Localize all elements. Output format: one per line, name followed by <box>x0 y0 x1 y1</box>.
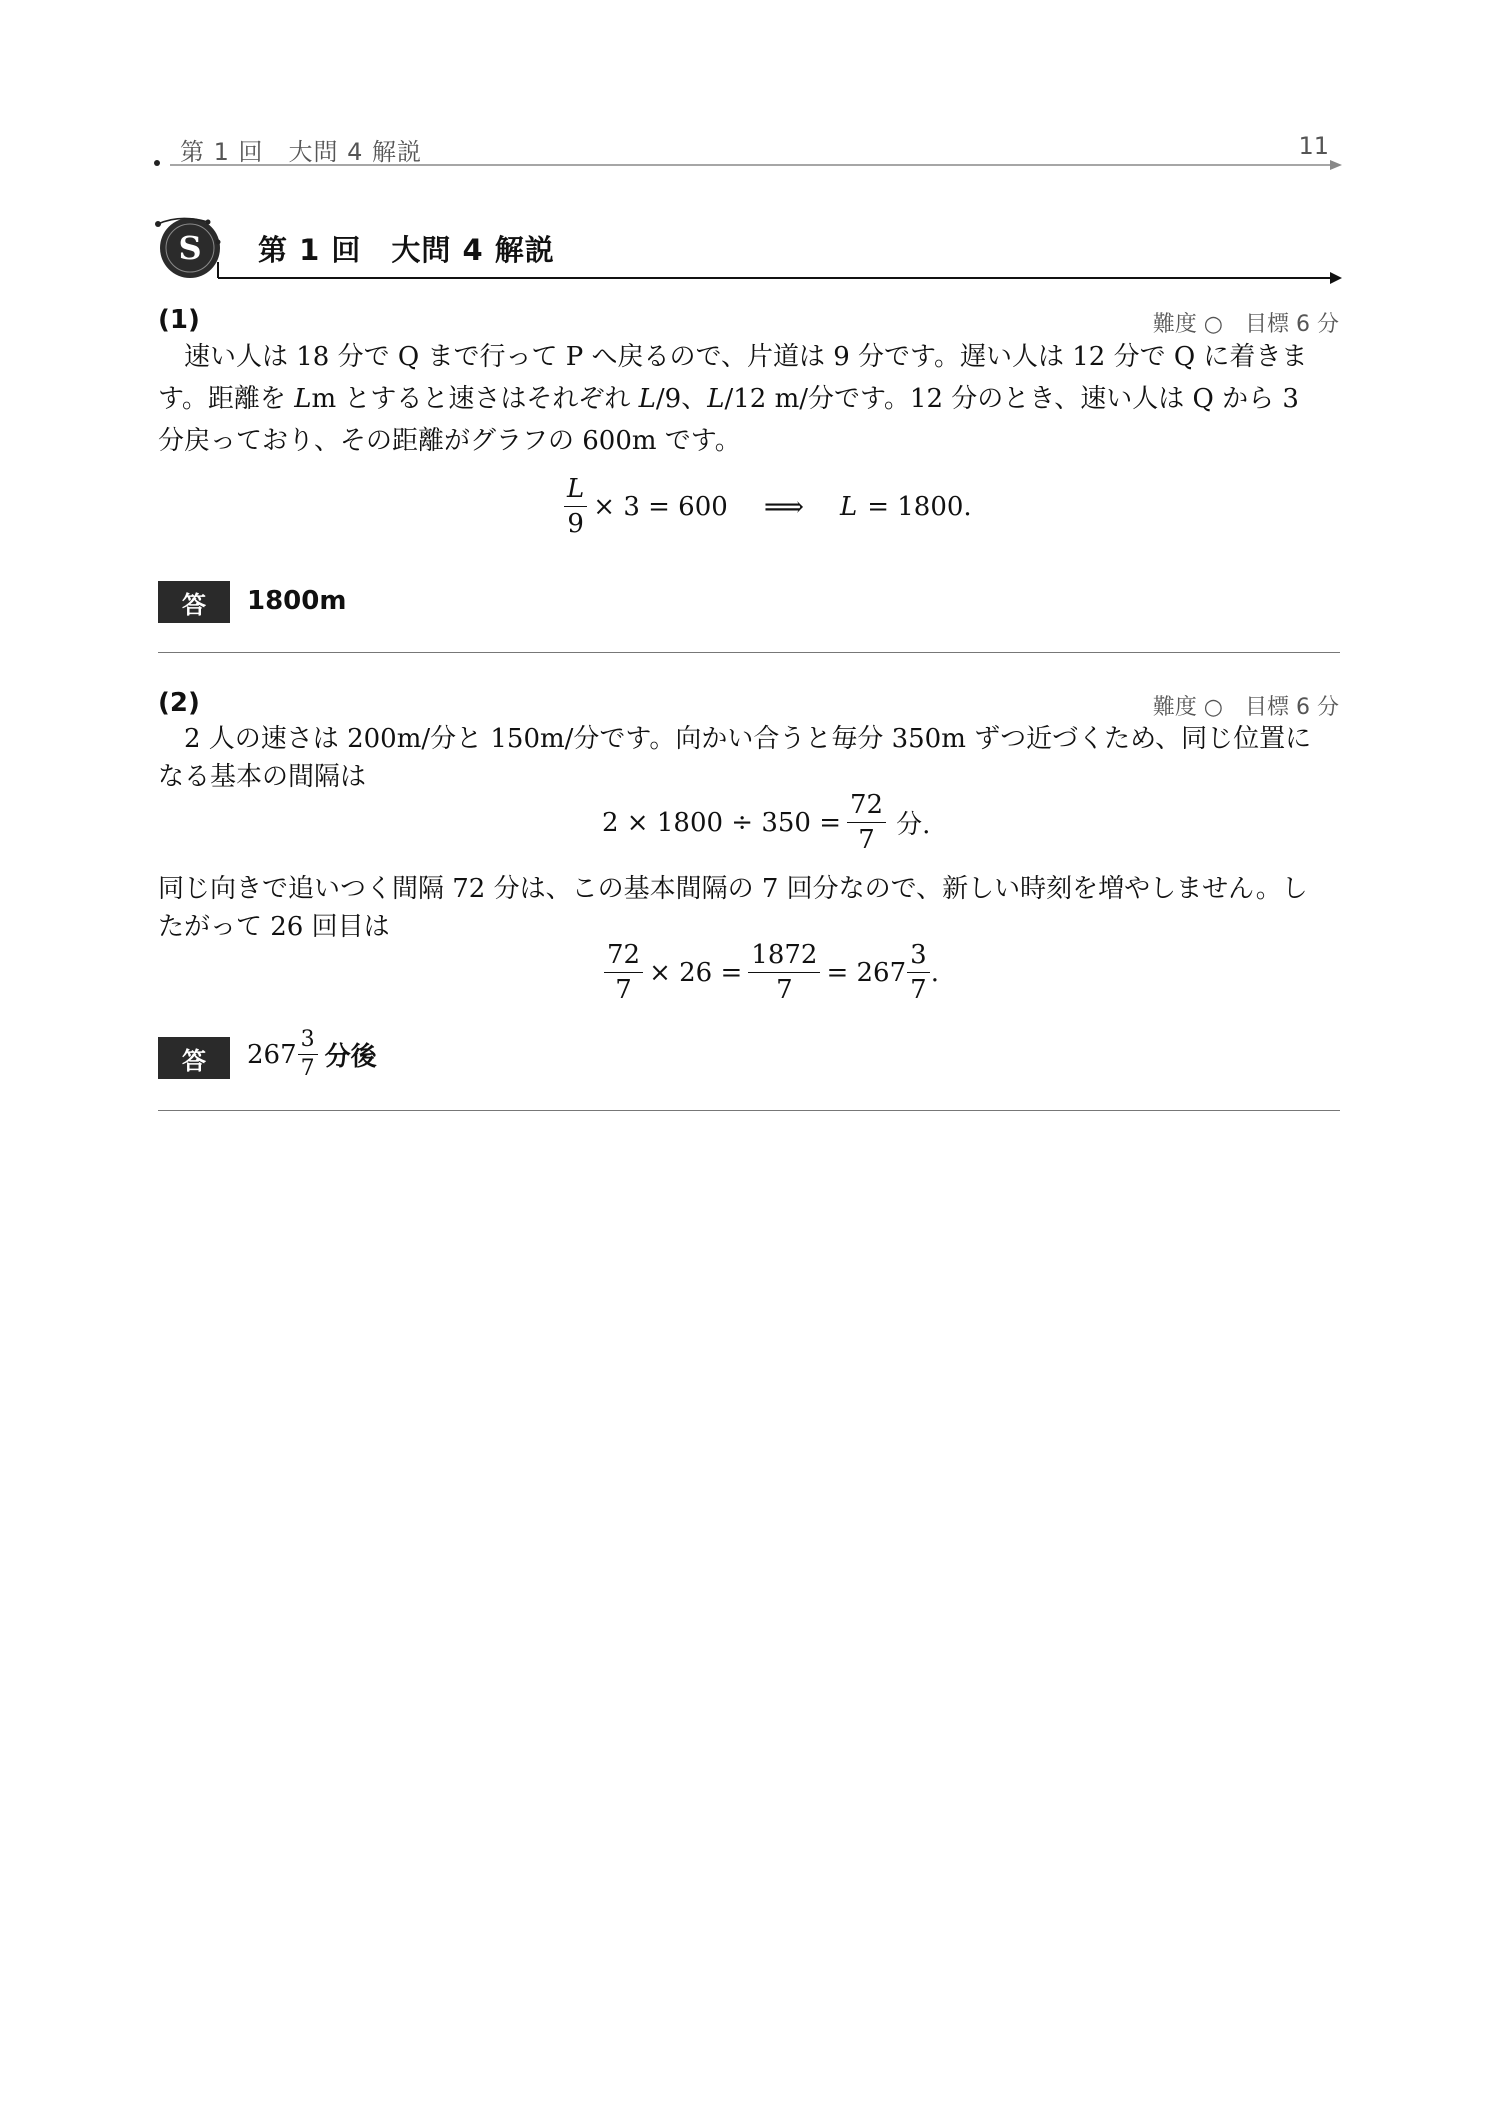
running-header-rule <box>170 158 1345 172</box>
question-2-intro <box>158 720 1338 796</box>
answer-2-value: 267 $\frac{3}{7}$ 分後 <box>247 1027 377 1081</box>
answer-1-label: 答 <box>158 581 230 623</box>
question-1-meta: 難度 ○ 目標 6 分 <box>1152 312 1339 337</box>
fraction-1872-over-7: $\frac{1872}{7}$ <box>748 940 820 1005</box>
question-1-label: (1) <box>158 305 200 335</box>
divider-2 <box>158 1110 1340 1111</box>
q1-line-1: 速い人は 18 分で Q まで行って P へ戻るので、片道は 9 分です。遅い人は 12 分で Q に着きま <box>184 342 1308 372</box>
fraction-72-over-7: $\frac{72}{7}$ <box>847 790 886 855</box>
q2-line-1: 2 人の速さは 200m/分と 150m/分です。向かい合うと毎分 350m ずつ近づくため、同じ位置に <box>184 724 1312 754</box>
q2-line-3: 同じ向きで追いつく間隔 72 分は、この基本間隔の 7 回分なので、新しい時刻を増やしません。し <box>158 874 1308 904</box>
fraction-l-over-9: $\frac{L}{9}$ <box>564 474 587 539</box>
divider-1 <box>158 652 1340 653</box>
q2-line-2: なる基本の間隔は <box>158 762 367 792</box>
question-1-equation: $\frac{L}{9}$ × 3 = 600 ⟹ L = 1800. <box>558 474 972 539</box>
question-2-equation-1: 2 × 1800 ÷ 350 = $\frac{72}{7}$ 分. <box>602 790 931 855</box>
section-title-rule <box>212 262 1347 292</box>
q1-line-3: 分戻っており、その距離がグラフの 600m です。 <box>158 426 741 456</box>
answer-1-value: 1800m <box>247 586 347 616</box>
fraction-72-over-7: $\frac{72}{7}$ <box>604 940 643 1005</box>
page-number: 11 <box>1298 132 1329 160</box>
running-header-title: 第 1 回 大問 4 解説 <box>180 138 423 166</box>
running-header-dot <box>154 160 160 166</box>
svg-text:S: S <box>178 229 202 267</box>
question-2-equation-2: $\frac{72}{7}$ × 26 = $\frac{1872}{7}$ = 267 $\frac{3}{7}$ . <box>598 940 939 1005</box>
question-2-meta: 難度 ○ 目標 6 分 <box>1152 695 1339 720</box>
answer-2-fraction: $\frac{3}{7}$ <box>298 1028 318 1081</box>
section-title: 第 1 回 大問 4 解説 <box>258 233 555 267</box>
fraction-3-over-7: $\frac{3}{7}$ <box>907 940 930 1005</box>
answer-2-label: 答 <box>158 1037 230 1079</box>
question-2-body <box>158 870 1338 946</box>
question-2-label: (2) <box>158 688 200 718</box>
q1-line-2: す。距離を Lm とすると速さはそれぞれ L/9、L/12 m/分です。12 分のとき、速い人は Q から 3 <box>158 384 1299 414</box>
question-1-explanation <box>158 336 1338 462</box>
q2-line-4: たがって 26 回目は <box>158 912 390 942</box>
